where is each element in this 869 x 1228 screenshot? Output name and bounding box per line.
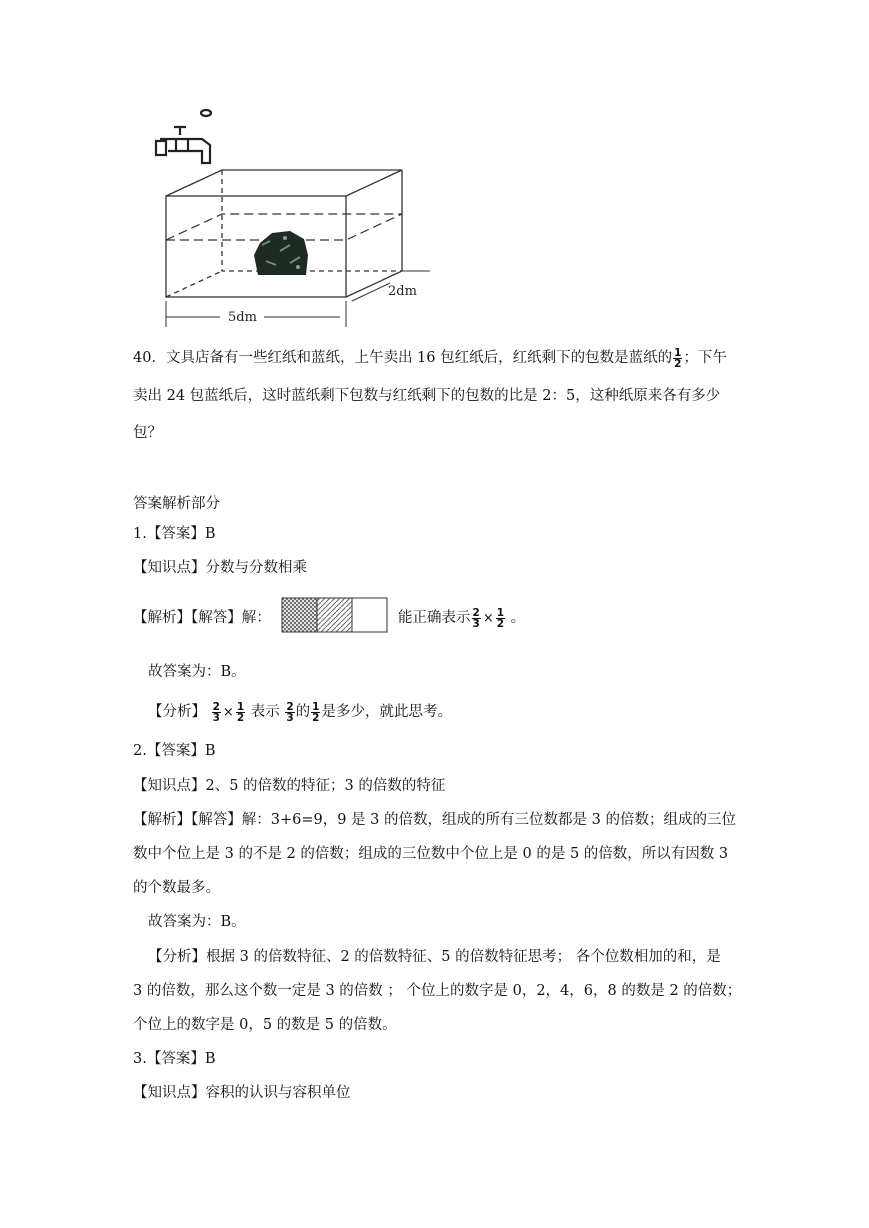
a2-fenxi-line3: 个位上的数字是 0，5 的数是 5 的倍数。 bbox=[133, 1017, 397, 1033]
faucet-icon bbox=[156, 110, 211, 163]
a1-analysis-tail: 能正确表示 $\frac{2}{3}$ × $\frac{1}{2}$ 。 bbox=[398, 606, 526, 630]
a1-answer: 1.【答案】B bbox=[133, 526, 216, 542]
a2-analysis-line1: 【解析】【解答】解：3+6=9，9 是 3 的倍数，组成的所有三位数都是 3 的倍数；组成的三位 bbox=[133, 812, 736, 828]
a1-conclusion: 故答案为：B。 bbox=[148, 664, 246, 680]
a2-fenxi-line2: 3 的倍数，那么这个数一定是 3 的倍数 ； 个位上的数字是 0，2，4，6，8 的数是 2 的倍数； bbox=[133, 983, 742, 999]
q40-line3: 包？ bbox=[133, 425, 162, 441]
depth-label: 2dm bbox=[388, 284, 417, 299]
a1-analysis: 【解析】【解答】解： bbox=[133, 610, 271, 626]
stone-icon bbox=[254, 231, 308, 275]
q40-fraction: $\frac{1}{2}$ bbox=[674, 346, 682, 370]
a2-knowledge: 【知识点】2、5 的倍数的特征；3 的倍数的特征 bbox=[133, 778, 446, 794]
q40-line2: 卖出 24 包蓝纸后，这时蓝纸剩下包数与红纸剩下的包数的比是 2：5，这种纸原来各有多少 bbox=[133, 388, 721, 404]
dimension-lines bbox=[166, 271, 430, 327]
fraction-bar-figure bbox=[281, 597, 389, 633]
a2-conclusion: 故答案为：B。 bbox=[148, 914, 246, 930]
answer-heading: 答案解析部分 bbox=[133, 496, 220, 512]
a2-analysis-line3: 的个数最多。 bbox=[133, 880, 220, 896]
q40-number: 40． bbox=[133, 350, 166, 366]
length-label: 5dm bbox=[228, 310, 257, 325]
tank-figure bbox=[140, 105, 440, 335]
a2-analysis-line2: 数中个位上是 3 的不是 2 的倍数；组成的三位数中个位上是 0 的是 5 的倍数，所以有因数 3 bbox=[133, 846, 729, 862]
q40-line1: 40．文具店备有一些红纸和蓝纸，上午卖出 16 包红纸后，红纸剩下的包数是蓝纸的 $\frac{1}{2}$ ；下午 bbox=[133, 346, 727, 370]
a3-answer: 3.【答案】B bbox=[133, 1051, 216, 1067]
a2-fenxi-line1: 【分析】根据 3 的倍数特征、2 的倍数特征、5 的倍数特征思考； 各个位数相加的和，是 bbox=[148, 949, 721, 965]
a1-fenxi: 【分析】 $\frac{2}{3}$ × $\frac{1}{2}$ 表示 $\frac{2}{3}$ 的 $\frac{1}{2}$ 是多少，就此思考。 bbox=[148, 700, 452, 724]
a3-knowledge: 【知识点】容积的认识与容积单位 bbox=[133, 1085, 351, 1101]
a1-knowledge: 【知识点】分数与分数相乘 bbox=[133, 560, 307, 576]
a2-answer: 2.【答案】B bbox=[133, 743, 216, 759]
